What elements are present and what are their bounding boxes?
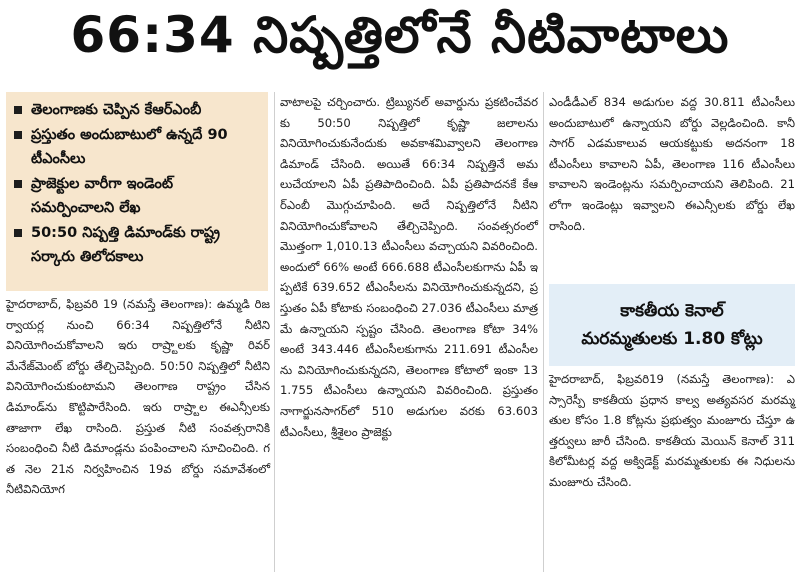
highlight-item [12,123,260,171]
highlights-box [6,92,268,291]
sidebar-headline-box [549,284,795,366]
sidebar-title-line-2: మరమ్మతులకు 1.80 కోట్లు [581,329,763,349]
highlight-text: ప్రస్తుతం అందుబాటులో ఉన్నదే 90 టీఎంసీలు [31,127,228,167]
highlights-list [12,98,260,269]
highlight-item [12,221,260,269]
square-bullet-icon [14,180,22,188]
column-divider [274,92,275,572]
highlight-text: తెలంగాణకు చెప్పిన కేఆర్‌ఎంబీ [31,102,202,118]
headline: 66:34 నిష్పత్తిలోనే నీటివాటాలు [70,5,730,64]
article-column-3: ఎండీడీఎల్ 834 అడుగుల వద్ద 30.811 టీఎంసీలు అందుబాటులో ఉన్నాయని బోర్డు వెల్లడించింది. కానీ సాగర్ ఎడమకాలువ ఆయకట్టుకు అదనంగా 18 టీఎంసీలు కావాలని ఏపీ, తెలంగాణ 116 టీఎంసీలు కావాలని ఇండెంట్లను సమర్పించాయని తెలిపింది. 21లోగా ఇండెంట్లు ఇవ్వాలని ఈఎన్సీలకు బోర్డు లేఖ రాసింది. [549,95,795,233]
highlight-text: ప్రాజెక్టుల వారీగా ఇండెంట్ సమర్పించాలని లేఖ [31,176,174,216]
sidebar-body: హైదరాబాద్, ఫిబ్రవరి19 (నమస్తే తెలంగాణ): ఎస్సారెస్పీ కాకతీయ ప్రధాన కాల్వ అత్యవసర మరమ్మతుల కోసం 1.8 కోట్లను ప్రభుత్వం మంజూరు చేస్తూ ఉత్తర్వులు జారీ చేసింది. కాకతీయ మెయిన్ కెనాల్ 311 కిలోమీటర్ల వద్ద అక్విడెక్ట్ మరమ్మతులకు ఈ నిధులను మంజూరు చేసింది. [549,372,795,489]
article-column-2: వాటాలపై చర్చించారు. ట్రిబ్యునల్ అవార్డును ప్రకటించేవరకు 50:50 నిష్పత్తిలో కృష్ణా జలాలను వినియోగించుకునేందుకు అవకాశమివ్వాలని తెలంగాణ డిమాండ్ చేసింది. అయితే 66:34 నిష్పత్తినే అమలుచేయాలని ఏపీ ప్రతిపాదించింది. ఏపీ ప్రతిపాదనకే కేఆర్ఎంబీ మొగ్గుచూపింది. అదే నిష్పత్తిలోనే నీటిని వినియోగించుకోవాలని తేల్చిచెప్పింది. సంవత్సరంలో మొత్తంగా 1,010.13 టీఎంసీలు వచ్చాయని వివరించింది. అందులో 66% అంటే 666.688 టీఎంసీలకుగాను ఏపీ ఇప్పటికే 639.652 టీఎంసీలను వినియోగించుకున్నదని, ప్రస్తుతం ఏపీ కోటాకు సంబంధించి 27.036 టీఎంసీలు మాత్రమే ఉన్నాయని స్పష్టం చేసింది. తెలంగాణ కోటా 34% అంటే 343.446 టీఎంసీలకుగాను 211.691 టీఎంసీలను వినియోగించుకున్నదని, తెలంగాణ కోటాలో ఇంకా 131.755 టీఎంసీలు ఉన్నాయని వివరించింది. ప్రస్తుతం నాగార్జునసాగర్‌లో 510 అడుగుల వరకు 63.603 టీఎంసీలు, శ్రీశైలం ప్రాజెక్టు [280,95,538,439]
highlight-item [12,98,260,122]
square-bullet-icon [14,229,22,237]
square-bullet-icon [14,131,22,139]
highlight-item [12,172,260,220]
column-divider [543,92,544,572]
sidebar-title-line-1: కాకతీయ కెనాల్ [620,301,724,321]
article-column-1: హైదరాబాద్, ఫిబ్రవరి 19 (నమస్తే తెలంగాణ): ఉమ్మడి రిజర్వాయర్ల నుంచి 66:34 నిష్పత్తిలోనే నీటిని వినియోగించుకోవాలని ఇరు రాష్ర్టాలకు కృష్ణా రివర్ మేనేజ్‌మెంట్ బోర్డు తేల్చిచెప్పింది. 50:50 నిష్పత్తిలో నీటిని వినియోగించుకుంటామని తెలంగాణ రాష్ట్రం చేసిన డిమాండ్‌ను కొట్టిపారేసింది. ఇరు రాష్ర్టాల ఈఎన్సీలకు తాజాగా లేఖ రాసింది. ప్రస్తుత నీటి సంవత్సరానికి సంబంధించి నీటి డిమాండ్లను పంపించాలని సూచించింది. గత నెల 21న నిర్వహించిన 19వ బోర్డు సమావేశంలో నీటివినియోగ [6,297,270,497]
square-bullet-icon [14,106,22,114]
highlight-text: 50:50 నిష్పత్తి డిమాండ్‌కు రాష్ట్ర సర్కారు తిలోదకాలు [31,225,220,265]
